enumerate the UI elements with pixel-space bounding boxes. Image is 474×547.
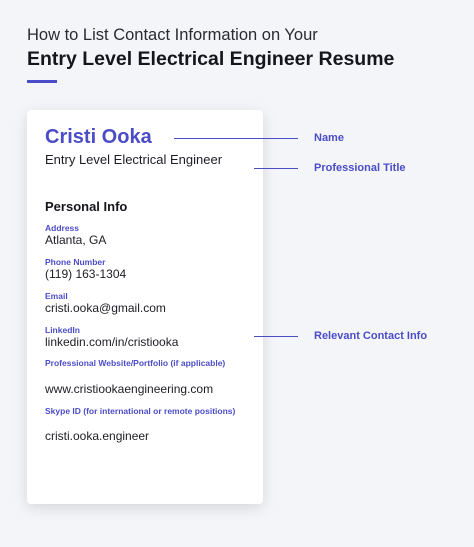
phone-label: Phone Number	[45, 257, 106, 267]
header-underline	[27, 80, 57, 83]
header-title: Entry Level Electrical Engineer Resume	[27, 48, 395, 70]
email-label: Email	[45, 291, 68, 301]
address-value: Atlanta, GA	[45, 233, 107, 247]
linkedin-label: LinkedIn	[45, 325, 80, 335]
section-heading: Personal Info	[45, 199, 128, 214]
website-label: Professional Website/Portfolio (if applicable)	[45, 358, 226, 368]
title-connector-line	[254, 168, 298, 169]
contact-connector-line	[254, 336, 298, 337]
phone-value: (119) 163-1304	[45, 267, 127, 281]
resume-card	[27, 110, 263, 504]
resume-name: Cristi Ooka	[45, 126, 152, 148]
skype-label: Skype ID (for international or remote positions)	[45, 406, 236, 416]
callout-professional-title: Professional Title	[314, 162, 406, 174]
callout-name: Name	[314, 132, 344, 144]
linkedin-value: linkedin.com/in/cristiooka	[45, 335, 179, 349]
email-value: cristi.ooka@gmail.com	[45, 301, 166, 315]
website-value: www.cristiookaengineering.com	[45, 382, 214, 396]
skype-value: cristi.ooka.engineer	[45, 429, 150, 443]
callout-relevant-contact-info: Relevant Contact Info	[314, 330, 428, 342]
header-subtitle: How to List Contact Information on Your	[27, 26, 318, 44]
resume-title: Entry Level Electrical Engineer	[45, 152, 223, 167]
name-connector-line	[174, 138, 298, 139]
address-label: Address	[45, 223, 80, 233]
